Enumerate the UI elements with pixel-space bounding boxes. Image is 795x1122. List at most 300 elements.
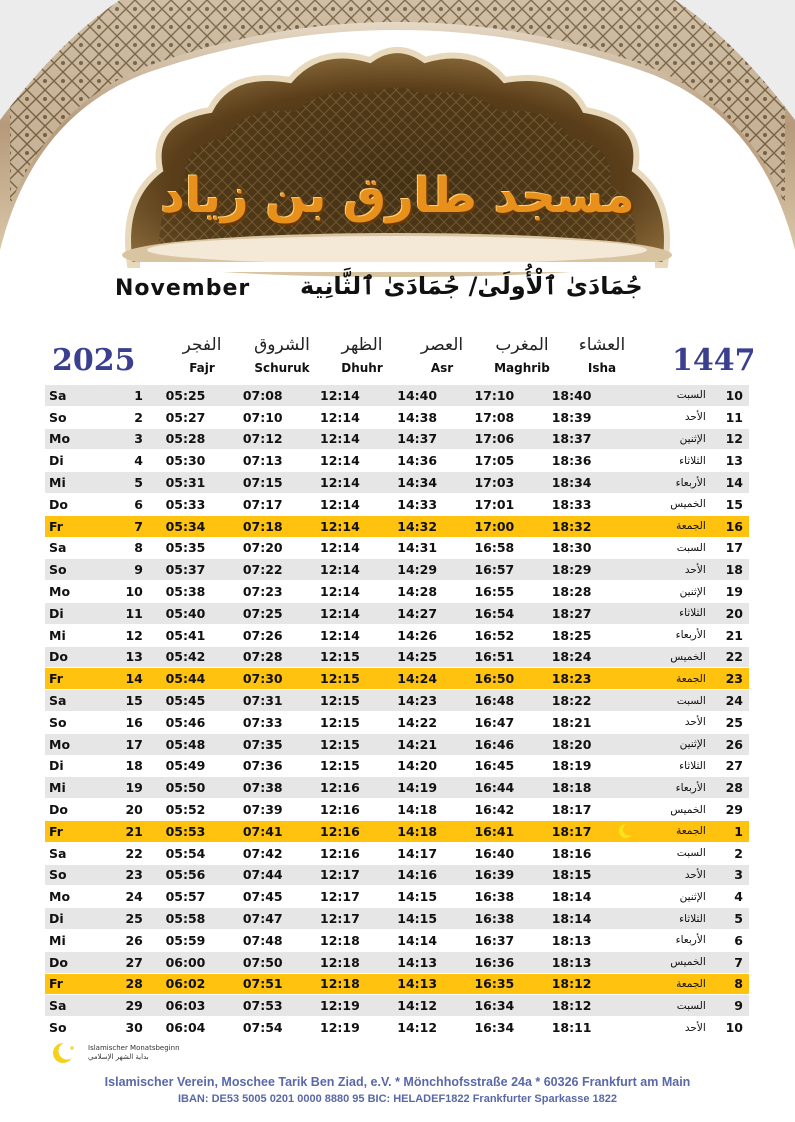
schuruk-time: 07:23 [224, 581, 301, 603]
day-number-cell: 3 [95, 428, 147, 450]
isha-time: 18:32 [533, 515, 610, 537]
weekday-arabic-cell [610, 602, 714, 624]
table-row [45, 711, 749, 733]
table-row [45, 755, 749, 777]
maghrib-time: 16:42 [456, 799, 533, 821]
footer-address: Islamischer Verein, Moschee Tarik Ben Ziad, e.V. * Mönchhofsstraße 24a * 60326 Frankfurt am Main [104, 1075, 691, 1089]
weekday-cell: Sa [45, 690, 95, 712]
day-number-cell: 1 [95, 385, 147, 406]
asr-time: 14:23 [379, 690, 456, 712]
schuruk-time: 07:44 [224, 864, 301, 886]
column-header-ar: العشاء [578, 335, 626, 355]
dhuhr-time: 12:14 [301, 472, 378, 494]
fajr-time: 05:27 [147, 406, 224, 428]
table-row [45, 428, 749, 450]
schuruk-time: 07:31 [224, 690, 301, 712]
maghrib-time: 16:40 [456, 842, 533, 864]
maghrib-time: 16:47 [456, 711, 533, 733]
weekday-arabic-label: السبت [676, 389, 706, 402]
table-row [45, 472, 749, 494]
weekday-arabic-label: الجمعة [676, 520, 706, 533]
table-row [45, 450, 749, 472]
dhuhr-time: 12:18 [301, 929, 378, 951]
weekday-arabic-cell [610, 493, 714, 515]
table-row [45, 493, 749, 515]
weekday-arabic-cell [610, 973, 714, 995]
hijri-day-cell: 10 [714, 385, 749, 406]
dhuhr-time: 12:14 [301, 624, 378, 646]
isha-time: 18:14 [533, 886, 610, 908]
dhuhr-time: 12:15 [301, 668, 378, 690]
hijri-day-cell: 17 [714, 537, 749, 559]
maghrib-time: 17:00 [456, 515, 533, 537]
schuruk-time: 07:50 [224, 951, 301, 973]
weekday-arabic-cell [610, 995, 714, 1017]
weekday-arabic-label: الإثنين [679, 890, 706, 903]
weekday-cell: Fr [45, 515, 95, 537]
schuruk-time: 07:42 [224, 842, 301, 864]
weekday-arabic-label: الثلاثاء [679, 607, 706, 620]
weekday-cell: So [45, 559, 95, 581]
day-number-cell: 18 [95, 755, 147, 777]
asr-time: 14:28 [379, 581, 456, 603]
hijri-day-cell: 8 [714, 973, 749, 995]
weekday-cell: Mo [45, 886, 95, 908]
weekday-arabic-label: الخميس [670, 956, 706, 969]
weekday-arabic-label: الأحد [684, 1021, 706, 1034]
table-row [45, 733, 749, 755]
weekday-cell: Do [45, 799, 95, 821]
weekday-arabic-cell [610, 624, 714, 646]
weekday-arabic-label: الأحد [684, 563, 706, 576]
maghrib-time: 16:51 [456, 646, 533, 668]
dhuhr-time: 12:14 [301, 602, 378, 624]
weekday-cell: Do [45, 951, 95, 973]
day-number-cell: 29 [95, 995, 147, 1017]
maghrib-time: 16:57 [456, 559, 533, 581]
isha-time: 18:24 [533, 646, 610, 668]
day-number-cell: 15 [95, 690, 147, 712]
maghrib-time: 16:48 [456, 690, 533, 712]
asr-time: 14:20 [379, 755, 456, 777]
maghrib-time: 16:38 [456, 908, 533, 930]
schuruk-time: 07:25 [224, 602, 301, 624]
maghrib-time: 16:41 [456, 820, 533, 842]
day-number-cell: 19 [95, 777, 147, 799]
hijri-year: 1447 [672, 343, 756, 378]
weekday-arabic-label: السبت [676, 847, 706, 860]
asr-time: 14:17 [379, 842, 456, 864]
weekday-cell: Mi [45, 624, 95, 646]
day-number-cell: 12 [95, 624, 147, 646]
fajr-time: 05:31 [147, 472, 224, 494]
schuruk-time: 07:39 [224, 799, 301, 821]
weekday-cell: Do [45, 493, 95, 515]
fajr-time: 05:40 [147, 602, 224, 624]
column-header-maghrib [477, 335, 567, 375]
schuruk-time: 07:47 [224, 908, 301, 930]
table-row [45, 581, 749, 603]
weekday-arabic-label: الأحد [684, 411, 706, 424]
table-row-friday [45, 820, 749, 842]
dhuhr-time: 12:17 [301, 908, 378, 930]
weekday-arabic-cell [610, 755, 714, 777]
month-name-english: November [115, 276, 251, 301]
schuruk-time: 07:13 [224, 450, 301, 472]
column-header-ar: العصر [420, 335, 464, 355]
isha-time: 18:13 [533, 951, 610, 973]
maghrib-time: 16:39 [456, 864, 533, 886]
weekday-cell: So [45, 1017, 95, 1039]
dhuhr-time: 12:16 [301, 820, 378, 842]
isha-time: 18:23 [533, 668, 610, 690]
asr-time: 14:27 [379, 602, 456, 624]
day-number-cell: 6 [95, 493, 147, 515]
logo-caption [88, 1044, 180, 1062]
hijri-day-cell: 12 [714, 428, 749, 450]
column-header-ar: المغرب [495, 335, 549, 355]
footer-bank-details: IBAN: DE53 5005 0201 0000 8880 95 BIC: HELADEF1822 Frankfurter Sparkasse 1822 [177, 1093, 618, 1105]
weekday-arabic-label: الأحد [684, 716, 706, 729]
asr-time: 14:32 [379, 515, 456, 537]
asr-time: 14:37 [379, 428, 456, 450]
column-header-en: Fajr [189, 361, 215, 375]
isha-time: 18:27 [533, 602, 610, 624]
schuruk-time: 07:10 [224, 406, 301, 428]
weekday-cell: Mi [45, 777, 95, 799]
maghrib-time: 16:54 [456, 602, 533, 624]
weekday-arabic-label: السبت [676, 541, 706, 554]
weekday-arabic-cell [610, 799, 714, 821]
schuruk-time: 07:28 [224, 646, 301, 668]
schuruk-time: 07:08 [224, 385, 301, 406]
dhuhr-time: 12:19 [301, 1017, 378, 1039]
day-number-cell: 21 [95, 820, 147, 842]
weekday-cell: Fr [45, 820, 95, 842]
table-row [45, 385, 749, 406]
maghrib-time: 16:37 [456, 929, 533, 951]
weekday-arabic-cell [610, 908, 714, 930]
dhuhr-time: 12:15 [301, 733, 378, 755]
crescent-logo-icon [50, 1042, 80, 1064]
fajr-time: 05:58 [147, 908, 224, 930]
isha-time: 18:29 [533, 559, 610, 581]
weekday-arabic-label: الثلاثاء [679, 454, 706, 467]
fajr-time: 06:02 [147, 973, 224, 995]
hijri-day-cell: 3 [714, 864, 749, 886]
weekday-arabic-cell [610, 515, 714, 537]
asr-time: 14:15 [379, 908, 456, 930]
day-number-cell: 30 [95, 1017, 147, 1039]
weekday-arabic-cell [610, 537, 714, 559]
hijri-day-cell: 7 [714, 951, 749, 973]
weekday-cell: Sa [45, 842, 95, 864]
table-row [45, 908, 749, 930]
maghrib-time: 16:55 [456, 581, 533, 603]
hijri-day-cell: 26 [714, 733, 749, 755]
weekday-cell: Di [45, 755, 95, 777]
isha-time: 18:22 [533, 690, 610, 712]
day-number-cell: 17 [95, 733, 147, 755]
hijri-day-cell: 19 [714, 581, 749, 603]
hijri-day-cell: 27 [714, 755, 749, 777]
weekday-cell: Mo [45, 733, 95, 755]
table-row [45, 886, 749, 908]
table-row [45, 624, 749, 646]
weekday-arabic-label: الجمعة [676, 672, 706, 685]
table-row [45, 537, 749, 559]
asr-time: 14:25 [379, 646, 456, 668]
asr-time: 14:14 [379, 929, 456, 951]
fajr-time: 05:42 [147, 646, 224, 668]
table-row [45, 1017, 749, 1039]
fajr-time: 05:57 [147, 886, 224, 908]
fajr-time: 06:03 [147, 995, 224, 1017]
fajr-time: 05:44 [147, 668, 224, 690]
isha-time: 18:15 [533, 864, 610, 886]
weekday-cell: Di [45, 602, 95, 624]
weekday-arabic-label: الإثنين [679, 432, 706, 445]
logo-caption-ar: بداية الشهر الإسلامي [88, 1053, 149, 1061]
weekday-arabic-label: الإثنين [679, 585, 706, 598]
isha-time: 18:13 [533, 929, 610, 951]
isha-time: 18:40 [533, 385, 610, 406]
weekday-arabic-cell [610, 668, 714, 690]
table-row-friday [45, 668, 749, 690]
table-row [45, 842, 749, 864]
schuruk-time: 07:20 [224, 537, 301, 559]
fajr-time: 05:25 [147, 385, 224, 406]
asr-time: 14:21 [379, 733, 456, 755]
hijri-day-cell: 2 [714, 842, 749, 864]
schuruk-time: 07:33 [224, 711, 301, 733]
maghrib-time: 17:05 [456, 450, 533, 472]
hijri-day-cell: 11 [714, 406, 749, 428]
weekday-arabic-cell [610, 385, 714, 406]
ornamental-arch-banner [0, 0, 795, 285]
weekday-arabic-cell [610, 428, 714, 450]
weekday-arabic-label: الثلاثاء [679, 759, 706, 772]
dhuhr-time: 12:15 [301, 690, 378, 712]
isha-time: 18:19 [533, 755, 610, 777]
day-number-cell: 28 [95, 973, 147, 995]
hijri-day-cell: 25 [714, 711, 749, 733]
asr-time: 14:19 [379, 777, 456, 799]
fajr-time: 05:41 [147, 624, 224, 646]
weekday-arabic-cell [610, 450, 714, 472]
asr-time: 14:18 [379, 799, 456, 821]
column-header-isha [557, 335, 647, 375]
fajr-time: 05:35 [147, 537, 224, 559]
asr-time: 14:40 [379, 385, 456, 406]
weekday-arabic-cell [610, 559, 714, 581]
schuruk-time: 07:12 [224, 428, 301, 450]
weekday-arabic-cell [610, 864, 714, 886]
asr-time: 14:22 [379, 711, 456, 733]
maghrib-time: 16:38 [456, 886, 533, 908]
table-row-friday [45, 515, 749, 537]
month-heading [0, 272, 795, 312]
isha-time: 18:12 [533, 973, 610, 995]
weekday-arabic-label: السبت [676, 694, 706, 707]
day-number-cell: 20 [95, 799, 147, 821]
column-header-ar: الشروق [254, 335, 310, 355]
isha-time: 18:39 [533, 406, 610, 428]
logo-caption-de: Islamischer Monatsbeginn [88, 1044, 180, 1052]
weekday-cell: Mi [45, 472, 95, 494]
table-row [45, 951, 749, 973]
day-number-cell: 8 [95, 537, 147, 559]
asr-time: 14:26 [379, 624, 456, 646]
table-row [45, 995, 749, 1017]
schuruk-time: 07:17 [224, 493, 301, 515]
isha-time: 18:12 [533, 995, 610, 1017]
weekday-arabic-cell [610, 1017, 714, 1039]
column-header-en: Asr [430, 361, 454, 375]
day-number-cell: 14 [95, 668, 147, 690]
maghrib-time: 17:08 [456, 406, 533, 428]
isha-time: 18:11 [533, 1017, 610, 1039]
weekday-arabic-label: الخميس [670, 650, 706, 663]
weekday-arabic-label: الأحد [684, 868, 706, 881]
schuruk-time: 07:53 [224, 995, 301, 1017]
day-number-cell: 23 [95, 864, 147, 886]
weekday-arabic-cell [610, 886, 714, 908]
table-row [45, 690, 749, 712]
asr-time: 14:15 [379, 886, 456, 908]
dhuhr-time: 12:14 [301, 406, 378, 428]
column-header-en: Dhuhr [341, 361, 383, 375]
dhuhr-time: 12:17 [301, 864, 378, 886]
table-row [45, 929, 749, 951]
gregorian-year: 2025 [52, 343, 136, 378]
asr-time: 14:16 [379, 864, 456, 886]
weekday-arabic-label: الأربعاء [675, 934, 706, 947]
schuruk-time: 07:45 [224, 886, 301, 908]
isha-time: 18:14 [533, 908, 610, 930]
month-name-hijri: جُمَادَىٰ ٱلْأُولَىٰ/ جُمَادَىٰ ٱلثَّانِية [300, 272, 643, 300]
schuruk-time: 07:51 [224, 973, 301, 995]
maghrib-time: 16:44 [456, 777, 533, 799]
hijri-day-cell: 10 [714, 1017, 749, 1039]
dhuhr-time: 12:18 [301, 973, 378, 995]
day-number-cell: 7 [95, 515, 147, 537]
table-row [45, 777, 749, 799]
isha-time: 18:28 [533, 581, 610, 603]
dhuhr-time: 12:14 [301, 581, 378, 603]
column-header-en: Isha [587, 361, 617, 375]
fajr-time: 05:53 [147, 820, 224, 842]
weekday-arabic-label: الأربعاء [675, 476, 706, 489]
fajr-time: 05:52 [147, 799, 224, 821]
weekday-arabic-label: الإثنين [679, 738, 706, 751]
weekday-cell: Di [45, 908, 95, 930]
column-header-dhuhr [317, 335, 407, 375]
asr-time: 14:12 [379, 1017, 456, 1039]
hijri-day-cell: 21 [714, 624, 749, 646]
day-number-cell: 16 [95, 711, 147, 733]
weekday-cell: Sa [45, 385, 95, 406]
isha-time: 18:20 [533, 733, 610, 755]
asr-time: 14:38 [379, 406, 456, 428]
schuruk-time: 07:41 [224, 820, 301, 842]
new-month-crescent-icon [618, 823, 634, 839]
table-row [45, 799, 749, 821]
schuruk-time: 07:35 [224, 733, 301, 755]
fajr-time: 05:46 [147, 711, 224, 733]
weekday-cell: Fr [45, 668, 95, 690]
day-number-cell: 13 [95, 646, 147, 668]
column-header-en: Schuruk [254, 361, 310, 375]
asr-time: 14:36 [379, 450, 456, 472]
weekday-cell: Mo [45, 428, 95, 450]
hijri-day-cell: 18 [714, 559, 749, 581]
hijri-day-cell: 13 [714, 450, 749, 472]
weekday-cell: Mo [45, 581, 95, 603]
fajr-time: 05:59 [147, 929, 224, 951]
day-number-cell: 10 [95, 581, 147, 603]
dhuhr-time: 12:14 [301, 450, 378, 472]
day-number-cell: 9 [95, 559, 147, 581]
schuruk-time: 07:38 [224, 777, 301, 799]
table-row [45, 602, 749, 624]
day-number-cell: 4 [95, 450, 147, 472]
fajr-time: 06:04 [147, 1017, 224, 1039]
day-number-cell: 24 [95, 886, 147, 908]
maghrib-time: 16:34 [456, 995, 533, 1017]
weekday-arabic-cell [610, 951, 714, 973]
weekday-arabic-label: الخميس [670, 803, 706, 816]
weekday-cell: So [45, 711, 95, 733]
schuruk-time: 07:15 [224, 472, 301, 494]
weekday-arabic-label: الجمعة [676, 825, 706, 838]
weekday-arabic-cell [610, 777, 714, 799]
isha-time: 18:36 [533, 450, 610, 472]
hijri-day-cell: 14 [714, 472, 749, 494]
isha-time: 18:34 [533, 472, 610, 494]
dhuhr-time: 12:15 [301, 711, 378, 733]
schuruk-time: 07:26 [224, 624, 301, 646]
weekday-cell: So [45, 864, 95, 886]
weekday-cell: Fr [45, 973, 95, 995]
schuruk-time: 07:36 [224, 755, 301, 777]
schuruk-time: 07:18 [224, 515, 301, 537]
asr-time: 14:34 [379, 472, 456, 494]
fajr-time: 06:00 [147, 951, 224, 973]
fajr-time: 05:48 [147, 733, 224, 755]
asr-time: 14:18 [379, 820, 456, 842]
isha-time: 18:18 [533, 777, 610, 799]
fajr-time: 05:54 [147, 842, 224, 864]
dhuhr-time: 12:19 [301, 995, 378, 1017]
asr-time: 14:13 [379, 973, 456, 995]
prayer-times-table [45, 385, 749, 1039]
dhuhr-time: 12:16 [301, 777, 378, 799]
dhuhr-time: 12:16 [301, 842, 378, 864]
asr-time: 14:31 [379, 537, 456, 559]
weekday-arabic-cell [610, 406, 714, 428]
hijri-day-cell: 29 [714, 799, 749, 821]
fajr-time: 05:30 [147, 450, 224, 472]
dhuhr-time: 12:16 [301, 799, 378, 821]
weekday-arabic-label: الأربعاء [675, 629, 706, 642]
weekday-arabic-cell [610, 690, 714, 712]
day-number-cell: 5 [95, 472, 147, 494]
fajr-time: 05:34 [147, 515, 224, 537]
maghrib-time: 17:01 [456, 493, 533, 515]
maghrib-time: 16:52 [456, 624, 533, 646]
day-number-cell: 27 [95, 951, 147, 973]
